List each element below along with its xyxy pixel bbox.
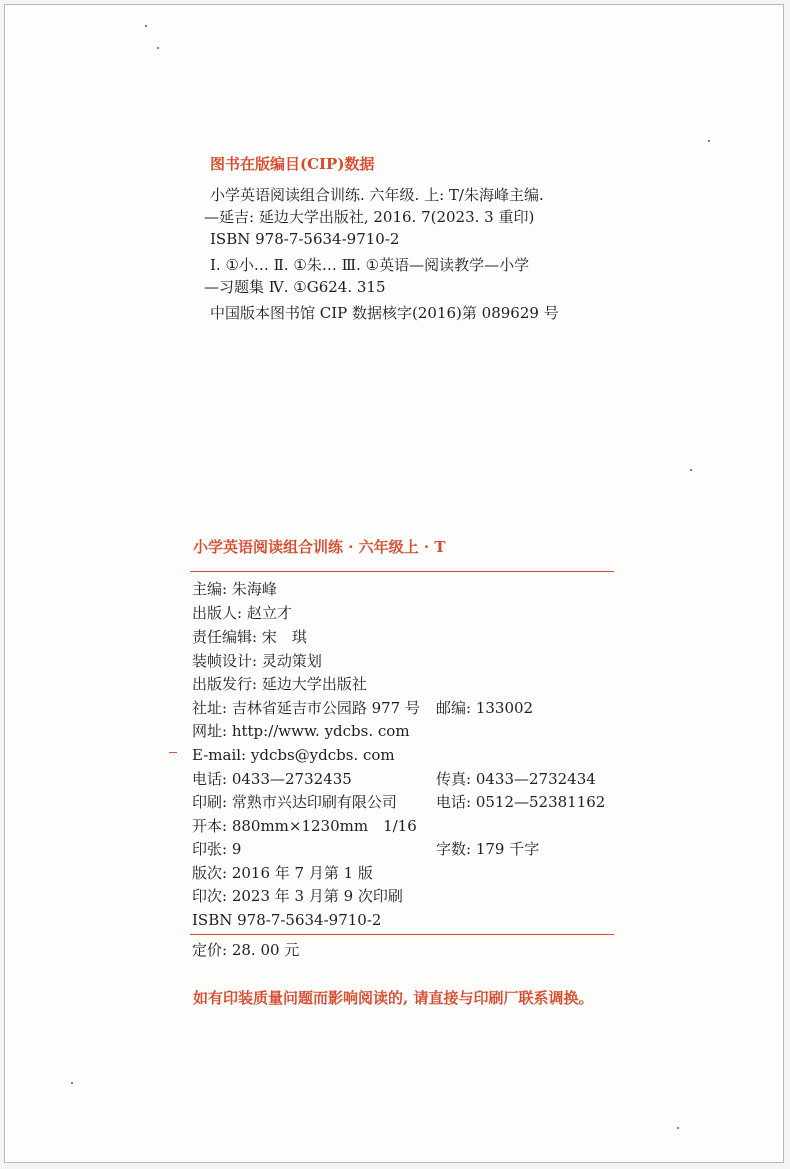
cip-line: Ⅰ. ①小… Ⅱ. ①朱… Ⅲ. ①英语—阅读教学—小学 xyxy=(210,256,530,274)
top-rule xyxy=(190,571,614,572)
info-right: 邮编: 133002 xyxy=(436,699,534,717)
scan-speck xyxy=(145,25,147,27)
cip-line: —习题集 Ⅳ. ①G624. 315 xyxy=(204,278,386,296)
info-right: 电话: 0512—52381162 xyxy=(436,793,606,811)
info-left: 社址: 吉林省延吉市公园路 977 号 xyxy=(192,699,420,717)
scan-speck xyxy=(690,469,692,471)
info-left: 主编: 朱海峰 xyxy=(192,580,277,598)
info-left: 出版发行: 延边大学出版社 xyxy=(192,675,367,693)
info-left: 网址: http://www. ydcbs. com xyxy=(192,722,410,740)
info-left: 电话: 0433—2732435 xyxy=(192,770,352,788)
price: 定价: 28. 00 元 xyxy=(192,941,300,959)
scan-mark xyxy=(169,752,177,753)
cip-line: —延吉: 延边大学出版社, 2016. 7(2023. 3 重印) xyxy=(204,208,535,226)
info-left: 印张: 9 xyxy=(192,840,242,858)
info-left: E-mail: ydcbs@ydcbs. com xyxy=(192,746,395,764)
bottom-rule xyxy=(190,934,614,935)
info-right: 字数: 179 千字 xyxy=(436,840,540,858)
cip-heading: 图书在版编目(CIP)数据 xyxy=(210,155,375,173)
info-left: ISBN 978-7-5634-9710-2 xyxy=(192,911,382,929)
info-left: 装帧设计: 灵动策划 xyxy=(192,652,322,670)
scan-speck xyxy=(71,1082,73,1084)
book-title: 小学英语阅读组合训练 · 六年级上 · T xyxy=(193,538,446,556)
cip-line: 小学英语阅读组合训练. 六年级. 上: T/朱海峰主编. xyxy=(210,186,544,204)
quality-notice: 如有印装质量问题而影响阅读的, 请直接与印刷厂联系调换。 xyxy=(193,989,594,1007)
info-left: 版次: 2016 年 7 月第 1 版 xyxy=(192,864,373,882)
cip-line: ISBN 978-7-5634-9710-2 xyxy=(210,230,400,248)
info-left: 印刷: 常熟市兴达印刷有限公司 xyxy=(192,793,397,811)
info-left: 开本: 880mm×1230mm 1/16 xyxy=(192,817,417,835)
info-left: 出版人: 赵立才 xyxy=(192,604,292,622)
cip-line: 中国版本图书馆 CIP 数据核字(2016)第 089629 号 xyxy=(210,304,559,322)
info-left: 责任编辑: 宋 琪 xyxy=(192,628,307,646)
scan-speck xyxy=(157,47,159,49)
info-right: 传真: 0433—2732434 xyxy=(436,770,596,788)
scan-speck xyxy=(708,140,710,142)
info-left: 印次: 2023 年 3 月第 9 次印刷 xyxy=(192,887,403,905)
scan-speck xyxy=(677,1127,679,1129)
